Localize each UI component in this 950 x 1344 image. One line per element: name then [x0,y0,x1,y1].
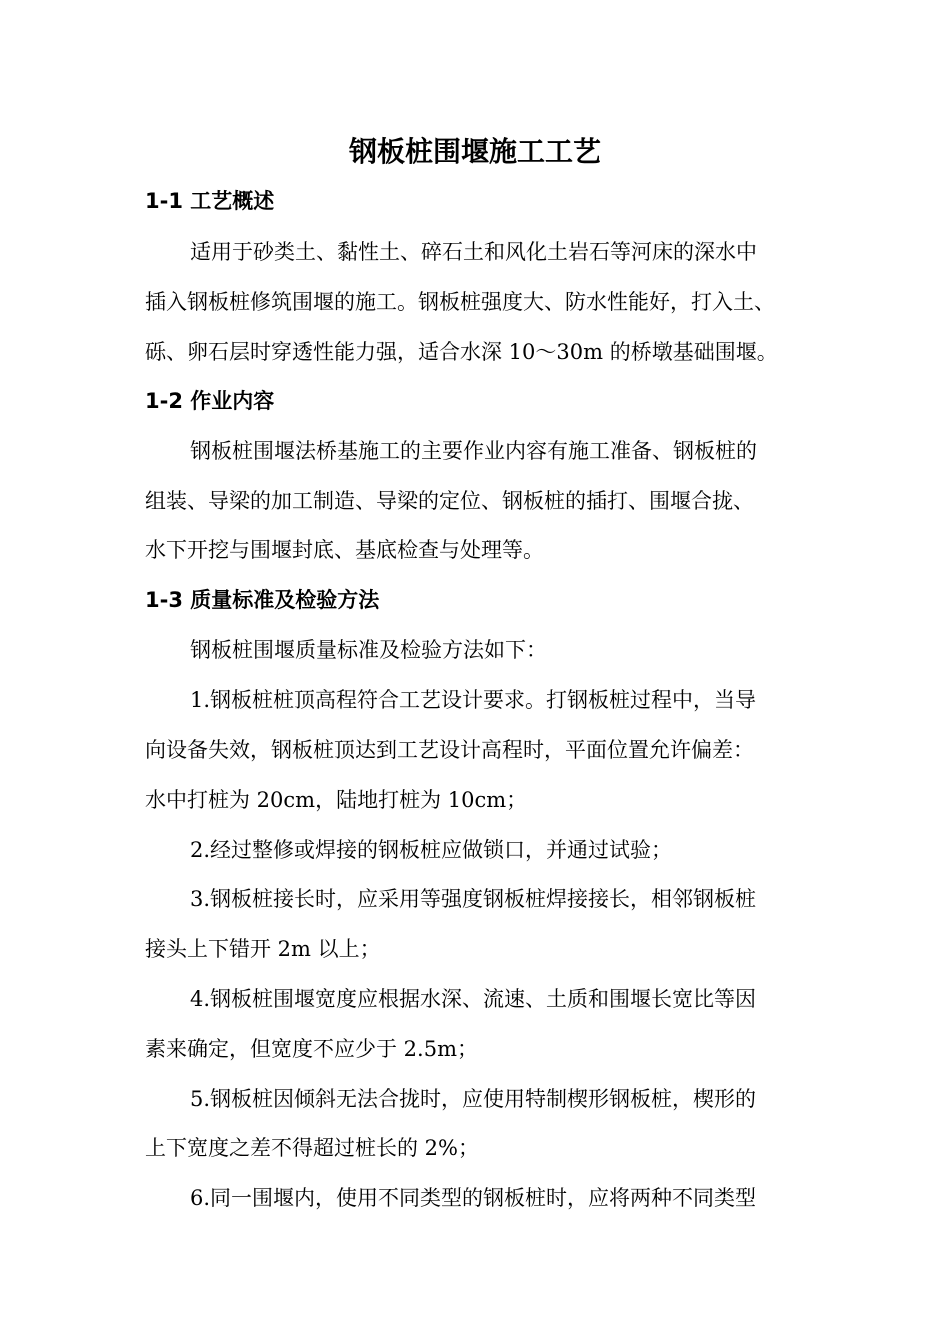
list-item-1-line: 1.钢板桩桩顶高程符合工艺设计要求。打钢板桩过程中，当导 [190,688,757,712]
list-item-3-line: 3.钢板桩接长时，应采用等强度钢板桩焊接接长，相邻钢板桩 [190,887,757,911]
paragraph-line: 钢板桩围堰质量标准及检验方法如下： [190,638,547,662]
paragraph-line: 砾、卵石层时穿透性能力强，适合水深 10～30m 的桥墩基础围堰。 [145,340,778,364]
list-item-5-line: 5.钢板桩因倾斜无法合拢时，应使用特制楔形钢板桩，楔形的 [190,1087,757,1111]
list-item-3-line: 接头上下错开 2m 以上； [145,937,381,961]
paragraph-line: 插入钢板桩修筑围堰的施工。钢板桩强度大、防水性能好，打入土、 [145,290,775,314]
paragraph-line: 适用于砂类土、黏性土、碎石土和风化土岩石等河床的深水中 [190,240,757,264]
list-item-4-line: 4.钢板桩围堰宽度应根据水深、流速、土质和围堰长宽比等因 [190,987,757,1011]
paragraph-line: 水下开挖与围堰封底、基底检查与处理等。 [145,538,544,562]
list-item-2-line: 2.经过整修或焊接的钢板桩应做锁口，并通过试验； [190,838,673,862]
section-heading-1-3: 1-3 质量标准及检验方法 [145,588,380,612]
section-heading-1-1: 1-1 工艺概述 [145,189,275,213]
list-item-5-line: 上下宽度之差不得超过桩长的 2%； [145,1136,479,1160]
list-item-6-line: 6.同一围堰内，使用不同类型的钢板桩时，应将两种不同类型 [190,1186,757,1210]
paragraph-line: 组装、导梁的加工制造、导梁的定位、钢板桩的插打、围堰合拢、 [145,489,754,513]
section-heading-1-2: 1-2 作业内容 [145,389,275,413]
document-title: 钢板桩围堰施工工艺 [348,135,601,168]
paragraph-line: 钢板桩围堰法桥基施工的主要作业内容有施工准备、钢板桩的 [190,439,757,463]
list-item-1-line: 向设备失效，钢板桩顶达到工艺设计高程时，平面位置允许偏差： [145,738,754,762]
list-item-4-line: 素来确定，但宽度不应少于 2.5m； [145,1037,478,1061]
list-item-1-line: 水中打桩为 20cm，陆地打桩为 10cm； [145,788,528,812]
